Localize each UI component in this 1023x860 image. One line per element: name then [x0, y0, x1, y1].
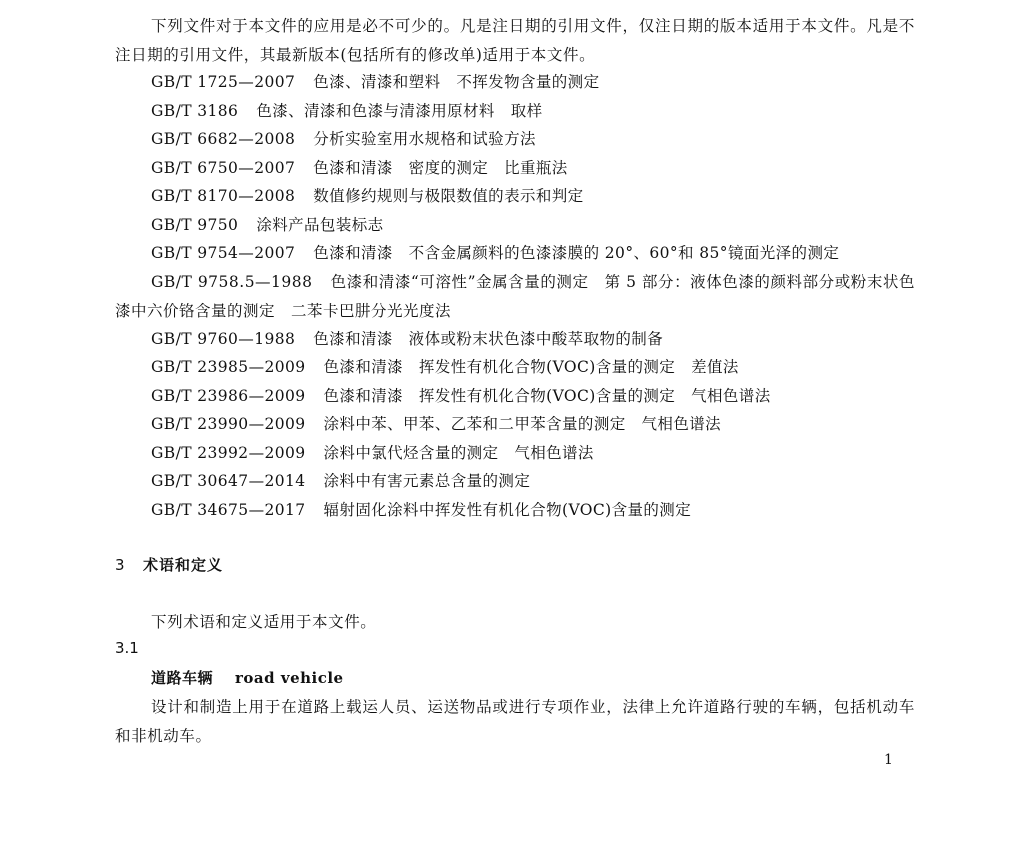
reference-item: [151, 211, 921, 239]
reference-title: 色漆和清漆 挥发性有机化合物(VOC)含量的测定 差值法: [323, 358, 739, 376]
reference-code: GB/T 1725—2007: [151, 73, 296, 91]
reference-item: [151, 410, 921, 438]
reference-title: 色漆和清漆 液体或粉末状色漆中酸萃取物的制备: [313, 330, 664, 348]
reference-code: GB/T 6750—2007: [151, 159, 296, 177]
reference-title: 色漆和清漆 不含金属颜料的色漆漆膜的 20°、60°和 85°镜面光泽的测定: [313, 244, 840, 262]
reference-item: [151, 382, 921, 410]
reference-code: GB/T 23990—2009: [151, 415, 306, 433]
reference-code: GB/T 9758.5—1988: [151, 273, 313, 291]
reference-code: GB/T 23992—2009: [151, 444, 306, 462]
reference-code: GB/T 9750: [151, 216, 239, 234]
reference-item: [151, 125, 921, 153]
reference-title: 色漆和清漆“可溶性”金属含量的测定 第 5 部分：液体色漆的颜料部分或粉末状色漆中六价铬含量的测定 二苯卡巴肼分光光度法: [115, 273, 915, 320]
reference-code: GB/T 34675—2017: [151, 501, 306, 519]
intro-paragraph: 下列文件对于本文件的应用是必不可少的。凡是注日期的引用文件，仅注日期的版本适用于本文件。凡是不注日期的引用文件，其最新版本(包括所有的修改单)适用于本文件。: [115, 17, 915, 64]
reference-code: GB/T 8170—2008: [151, 187, 296, 205]
reference-item: [151, 182, 921, 210]
reference-code: GB/T 23986—2009: [151, 387, 306, 405]
reference-title: 色漆和清漆 密度的测定 比重瓶法: [313, 159, 568, 177]
reference-title: 色漆、清漆和色漆与清漆用原材料 取样: [256, 102, 543, 120]
section-title: 术语和定义: [143, 556, 224, 574]
section-intro: 下列术语和定义适用于本文件。: [151, 613, 377, 631]
reference-code: GB/T 3186: [151, 102, 239, 120]
reference-item: [151, 68, 921, 96]
reference-code: GB/T 6682—2008: [151, 130, 296, 148]
term-english: road vehicle: [235, 669, 344, 687]
section-heading: [115, 554, 223, 575]
term-chinese: 道路车辆: [151, 669, 214, 687]
reference-code: GB/T 9760—1988: [151, 330, 296, 348]
reference-title: 涂料中苯、甲苯、乙苯和二甲苯含量的测定 气相色谱法: [323, 415, 722, 433]
reference-item: [151, 467, 921, 495]
reference-title: 涂料中氯代烃含量的测定 气相色谱法: [323, 444, 594, 462]
reference-title: 色漆和清漆 挥发性有机化合物(VOC)含量的测定 气相色谱法: [323, 387, 771, 405]
section-number: 3: [115, 556, 126, 574]
reference-item: [115, 268, 915, 325]
reference-item: [151, 97, 921, 125]
term-heading: [151, 667, 344, 688]
term-definition: 设计和制造上用于在道路上载运人员、运送物品或进行专项作业，法律上允许道路行驶的车辆，包括机动车和非机动车。: [115, 698, 915, 745]
reference-title: 数值修约规则与极限数值的表示和判定: [313, 187, 584, 205]
reference-code: GB/T 23985—2009: [151, 358, 306, 376]
reference-title: 辐射固化涂料中挥发性有机化合物(VOC)含量的测定: [323, 501, 692, 519]
reference-title: 色漆、清漆和塑料 不挥发物含量的测定: [313, 73, 600, 91]
reference-item: [151, 353, 921, 381]
reference-code: GB/T 30647—2014: [151, 472, 306, 490]
reference-title: 涂料产品包装标志: [256, 216, 384, 234]
reference-title: 涂料中有害元素总含量的测定: [323, 472, 531, 490]
reference-title: 分析实验室用水规格和试验方法: [313, 130, 536, 148]
reference-code: GB/T 9754—2007: [151, 244, 296, 262]
reference-item: [151, 325, 921, 353]
reference-item: [151, 154, 921, 182]
page-number: 1: [884, 752, 893, 768]
clause-number: 3.1: [115, 639, 139, 657]
reference-item: [151, 496, 921, 524]
reference-item: [151, 239, 921, 267]
reference-item: [151, 439, 921, 467]
